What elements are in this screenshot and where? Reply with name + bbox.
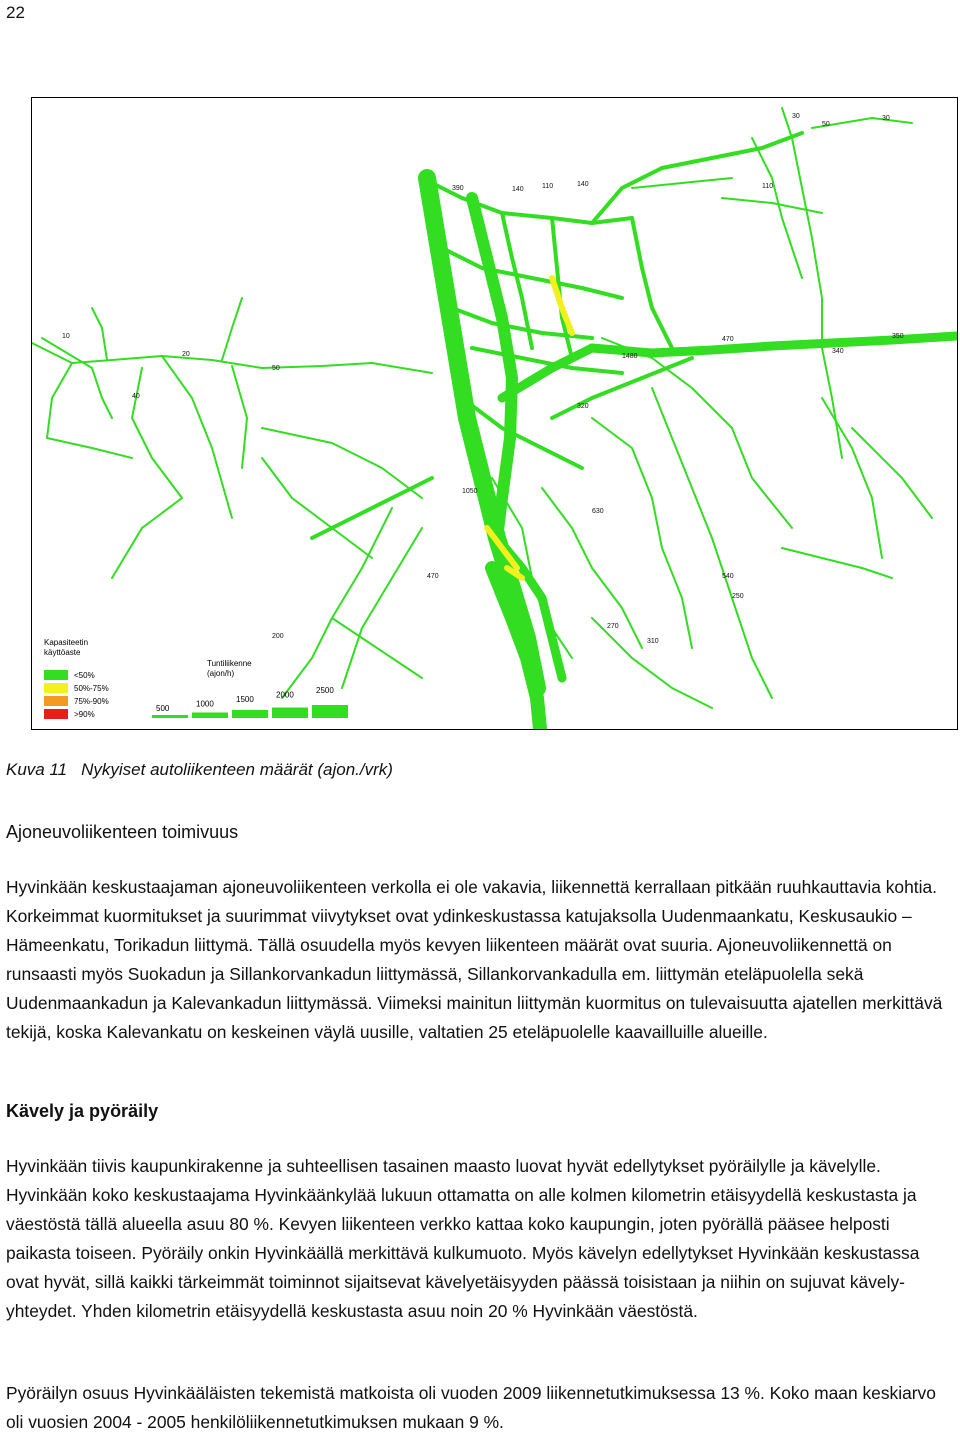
section-heading-vehicle-traffic: Ajoneuvoliikenteen toimivuus (6, 822, 239, 842)
volume-scale-bar (312, 705, 348, 718)
legend-label: 50%-75% (74, 684, 109, 693)
svg-text:470: 470 (722, 336, 734, 343)
svg-text:30: 30 (792, 113, 800, 120)
volume-scale-bar (232, 710, 268, 718)
svg-text:30: 30 (882, 115, 890, 122)
svg-text:270: 270 (607, 623, 619, 630)
svg-text:140: 140 (577, 181, 589, 188)
svg-text:340: 340 (832, 348, 844, 355)
volume-title-line1: Tuntiliikenne (207, 659, 252, 668)
svg-text:250: 250 (732, 593, 744, 600)
legend-label: <50% (74, 671, 95, 680)
volume-scale-bar (272, 708, 308, 719)
caption-text: Nykyiset autoliikenteen määrät (ajon./vrk) (81, 760, 393, 779)
volume-title-line2: (ajon/h) (207, 669, 235, 678)
map-volume-labels (62, 113, 904, 645)
svg-text:110: 110 (542, 183, 554, 190)
legend-title-line2: käyttöaste (44, 648, 81, 657)
svg-text:540: 540 (722, 573, 734, 580)
volume-scale-label: 2000 (276, 690, 294, 700)
svg-text:50: 50 (822, 121, 830, 128)
svg-text:110: 110 (762, 183, 774, 190)
arterial-roads (497, 336, 957, 678)
legend-label: >90% (74, 710, 95, 719)
svg-text:390: 390 (452, 185, 464, 192)
legend-swatch (44, 683, 68, 693)
legend-swatch (44, 696, 68, 706)
traffic-volume-map (32, 98, 957, 729)
cycling-share-paragraph: Pyöräilyn osuus Hyvinkääläisten tekemistä matkoista oli vuoden 2009 liikennetutkimuksessa 13 %. Koko maan keskiarvo oli vuosien 2004 - 2005 henkilöliikennetutkimuksen mukaan 9 %. (6, 1383, 936, 1432)
vehicle-traffic-paragraph: Hyvinkään keskustaajaman ajoneuvoliikenteen verkolla ei ole vakavia, liikennettä kerrallaan pitkään ruuhkauttavia kohtia. Korkeimmat kuormitukset ja suurimmat viivytykset ovat ydinkeskustassa katujaksolla Uudenmaankatu, Keskusaukio – Hämeenkatu, Torikadun liittymä. Tällä osuudella myös kevyen liikenteen määrät ovat suuria. Ajoneuvoliikennettä on runsaasti myös Suokadun ja Sillankorvankadun liittymässä, Sillankorvankadulla em. liittymän eteläpuolella sekä Uudenmaankadun ja Kalevankadun liittymässä. Viimeksi mainitun liittymän kuormitus on tulevaisuutta ajatellen merkittävä tekijä, koska Kalevankatu on keskeinen väylä uusille, valtatien 25 eteläpuolelle kaavailluille alueille. (6, 877, 943, 1042)
minor-roads (32, 108, 932, 708)
page-number: 22 (6, 3, 25, 22)
figure-caption (6, 760, 393, 780)
map-legend (44, 638, 348, 719)
section-heading-walking-cycling: Kävely ja pyöräily (6, 1101, 159, 1121)
svg-text:630: 630 (592, 508, 604, 515)
walking-cycling-paragraph: Hyvinkään tiivis kaupunkirakenne ja suhteellisen tasainen maasto luovat hyvät edellytykset pyöräilylle ja kävelylle. Hyvinkään koko keskustaajama Hyvinkäänkylää lukuun ottamatta on alle kolmen kilometrin etäisyydellä keskustasta ja väestöstä tällä alueella asuu 80 %. Kevyen liikenteen verkko kattaa koko kaupungin, joten pyörällä pääsee helposti paikasta toiseen. Pyöräily onkin Hyvinkäällä merkittävä kulkumuoto. Myös kävelyn edellytykset Hyvinkään keskustassa ovat hyvät, sillä kaikki tärkeimmät toiminnot sijaitsevat kävelyetäisyyden päässä toisistaan ja niihin on sujuvat kävely-yhteydet. Yhden kilometrin etäisyydellä keskustasta asuu noin 20 % Hyvinkään väestöstä. (6, 1156, 920, 1321)
legend-label: 75%-90% (74, 697, 109, 706)
svg-text:40: 40 (132, 393, 140, 400)
svg-text:20: 20 (182, 351, 190, 358)
volume-scale-label: 1000 (196, 699, 214, 709)
svg-text:10: 10 (62, 333, 70, 340)
svg-text:350: 350 (892, 333, 904, 340)
svg-text:310: 310 (647, 638, 659, 645)
legend-swatch (44, 709, 68, 719)
volume-scale-label: 500 (156, 704, 170, 713)
caption-label: Kuva 11 (6, 760, 68, 779)
svg-text:470: 470 (427, 573, 439, 580)
svg-text:200: 200 (272, 633, 284, 640)
legend-swatch (44, 670, 68, 680)
svg-text:1050: 1050 (462, 488, 478, 495)
traffic-volume-map-figure (31, 97, 958, 730)
volume-scale-label: 2500 (316, 686, 334, 695)
volume-scale-label: 1500 (236, 695, 254, 704)
svg-text:320: 320 (577, 403, 589, 410)
legend-title-line1: Kapasiteetin (44, 638, 89, 647)
svg-text:50: 50 (272, 365, 280, 372)
svg-text:1480: 1480 (622, 353, 638, 360)
volume-scale-bar (192, 713, 228, 719)
volume-scale-bar (152, 715, 188, 718)
svg-text:140: 140 (512, 186, 524, 193)
